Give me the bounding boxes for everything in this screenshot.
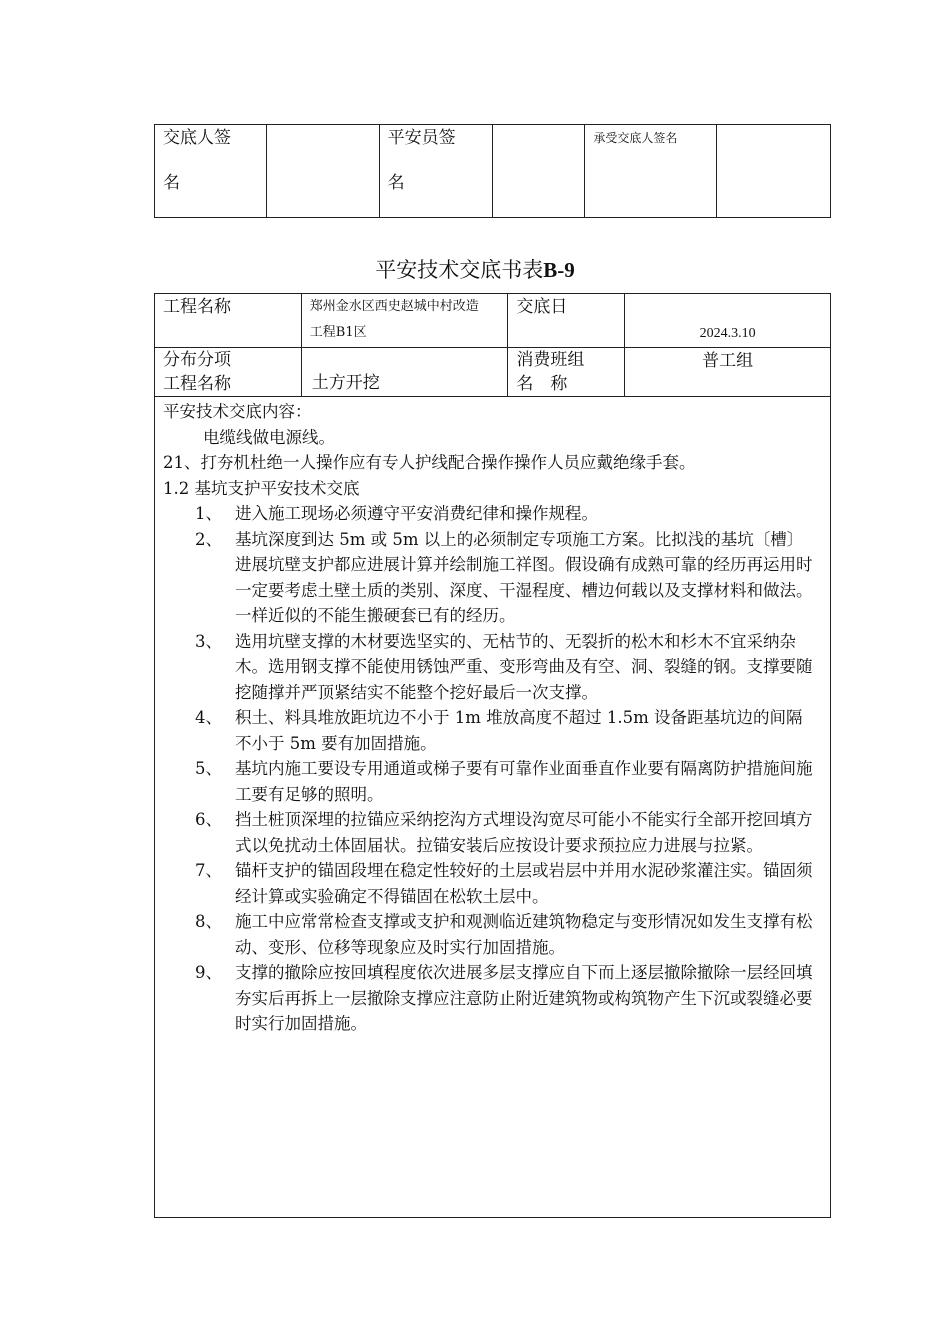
content-cell [155,397,831,1218]
safety-officer-label-cont: 名 [387,173,405,193]
date-label: 交底日 [516,297,568,317]
form-title-text: 平安技术交底书表 [375,258,544,282]
rule-number: 1、 [195,504,222,523]
rule-item [195,705,822,756]
rule-text: 基坑内施工要设专用通道或梯子要有可靠作业面垂直作业要有隔离防护措施间施工要有足够的照明。 [235,759,813,804]
safety-officer-label: 平安员签 [387,128,456,148]
signer-label-cell [155,125,267,218]
rule-item [195,909,822,960]
project-name-value: 郑州金水区西史赵城中村改造 [309,299,479,314]
rule-text: 积土、料具堆放距坑边不小于 1m 堆放高度不超过 1.5m 设备距基坑边的间隔 不小于 5m 要有加固措施。 [235,708,803,753]
project-name-label-cell [155,294,302,348]
rule-text: 选用坑壁支撑的木材要选坚实的、无枯节的、无裂折的松木和杉木不宜采纳杂木。选用钢支撑不能使用锈蚀严重、变形弯曲及有空、洞、裂缝的钢。支撑要随挖随撑并严顶紧结实不能整个挖好最后一次支撑。 [235,631,813,702]
rule-text: 锚杆支护的锚固段埋在稳定性较好的土层或岩层中并用水泥砂浆灌注实。锚固须经计算或实验确定不得锚固在松软土层中。 [235,861,813,906]
rule-item [195,756,822,807]
form-title [0,255,950,285]
rule-number: 2、 [195,529,222,549]
content-line: 电缆线做电源线。 [203,427,335,447]
rule-number: 9、 [195,963,222,982]
rule-text: 基坑深度到达 5m 或 5m 以上的必须制定专项施工方案。比拟浅的基坑〔槽〕进展坑壁支护都应进展计算并绘制施工祥图。假设确有成熟可靠的经历再运用时一定要考虑土壁土质的类别、深度、干湿程度、槽边何载以及支撑材料和做法。一样近似的不能生搬硬套已有的经历。 [235,529,813,625]
rule-text: 支撑的撤除应按回填程度依次进展多层支撑应自下而上逐层撤除撤除一层经回填夯实后再拆上一层撤除支撑应注意防止附近建筑物或构筑物产生下沉或裂缝必要时实行加固措施。 [235,963,813,1033]
rule-number: 5、 [195,759,222,778]
rule-number: 4、 [195,708,222,727]
section-heading: 1.2 基坑支护平安技术交底 [163,478,360,498]
subproject-value-cell [301,348,508,397]
team-label-cell [508,348,625,397]
subproject-label: 分布分项 [163,350,231,370]
date-label-cell [508,294,625,348]
rule-item [195,527,822,629]
form-code: B-9 [543,258,575,282]
content-line: 21、打夯机杜绝一人操作应有专人护线配合操作操作人员应戴绝缘手套。 [163,453,696,472]
subproject-label-cont: 工程名称 [163,374,231,394]
rules-list [163,501,822,1037]
rule-number: 8、 [195,912,222,931]
team-value-cell [625,348,831,397]
team-label-cont: 名 称 [516,374,568,394]
team-label: 消费班组 [516,350,585,370]
rule-text: 施工中应常常检查支撑或支护和观测临近建筑物稳定与变形情况如发生支撑有松动、变形、位移等现象应及时实行加固措施。 [235,912,813,957]
signer-signature-field[interactable] [266,125,379,218]
team-value: 普工组 [702,351,754,371]
project-name-value-cont: 工程B1区 [309,325,367,340]
recipient-label-cell [585,125,717,218]
safety-officer-label-cell [379,125,492,218]
briefing-table [154,293,831,1218]
rule-item [195,858,822,909]
signer-label: 交底人签 [163,128,231,148]
rule-item [195,629,822,706]
rule-number: 3、 [195,631,222,651]
recipient-label: 承受交底人签名 [593,131,678,145]
subproject-value: 土方开挖 [311,373,380,393]
safety-officer-signature-field[interactable] [492,125,585,218]
rule-number: 7、 [195,861,222,880]
briefing-content [163,397,822,1037]
project-name-value-cell [301,294,508,348]
date-value-cell [625,294,831,348]
rule-item [195,960,822,1037]
rule-item [195,807,822,858]
content-heading: 平安技术交底内容： [163,402,312,421]
signature-table [154,124,831,218]
rule-number: 6、 [195,810,222,829]
date-value: 2024.3.10 [699,326,756,341]
project-name-label: 工程名称 [163,297,231,317]
signer-label-cont: 名 [163,173,180,193]
recipient-signature-field[interactable] [717,125,831,218]
rule-text: 进入施工现场必须遵守平安消费纪律和操作规程。 [235,504,598,523]
subproject-label-cell [155,348,302,397]
rule-item [195,501,822,527]
rule-text: 挡土桩顶深埋的拉锚应采纳挖沟方式埋设沟宽尽可能小不能实行全部开挖回填方式以免扰动土体固届状。拉锚安装后应按设计要求预拉应力进展与拉紧。 [235,810,813,855]
